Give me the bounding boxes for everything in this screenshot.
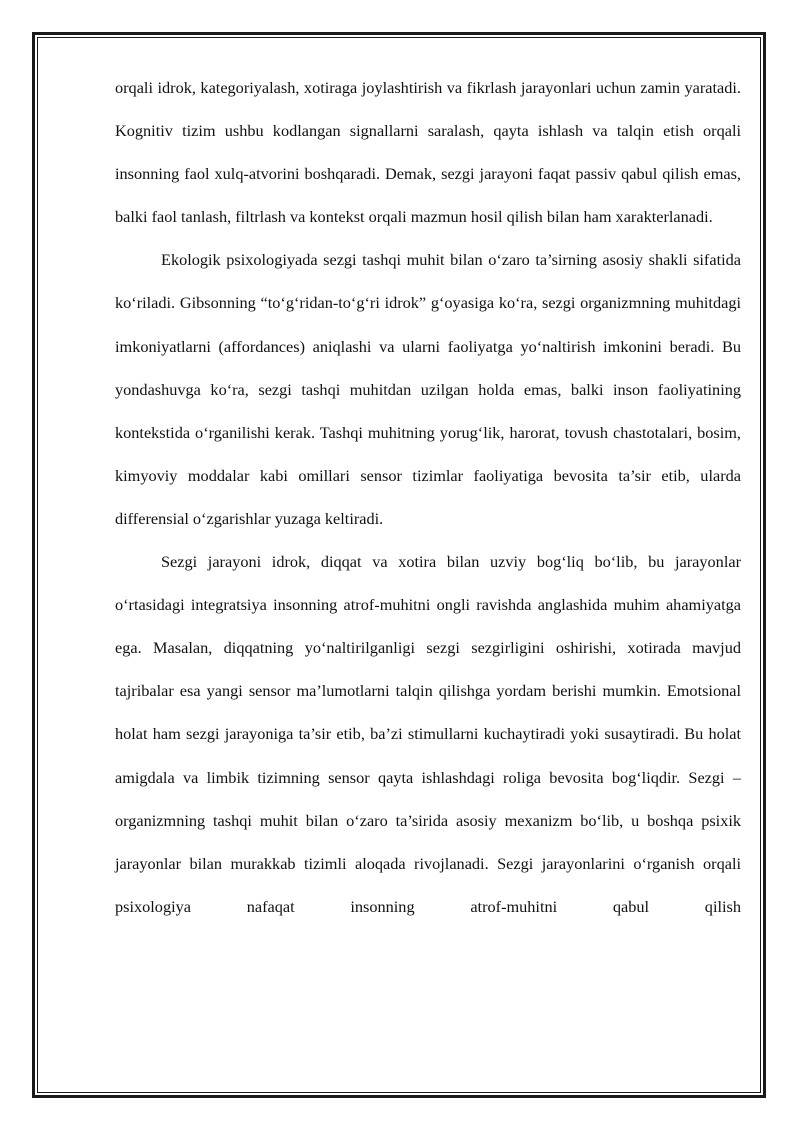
paragraph-sensation-integration: Sezgi jarayoni idrok, diqqat va xotira bilan uzviy bog‘liq bo‘lib, bu jarayonlar o‘rtasidagi integratsiya insonning atrof-muhitni ongli ravishda anglashida muhim ahamiyatga ega. Masalan, diqqatning yo‘naltirilganligi sezgi sezgirligini oshirishi, xotirada mavjud tajribalar esa yangi sensor ma’lumotlarni talqin qilishga yordam berishi mumkin. Emotsional holat ham sezgi jarayoniga ta’sir etib, ba’zi stimullarni kuchaytiradi yoki susaytiradi. Bu holat amigdala va limbik tizimning sensor qayta ishlashdagi roliga bevosita bog‘liqdir. Sezgi – organizmning tashqi muhit bilan o‘zaro ta’sirida asosiy mexanizm bo‘lib, u boshqa psixik jarayonlar bilan murakkab tizimli aloqada rivojlanadi. Sezgi jarayonlarini o‘rganish orqali psixologiya nafaqat insonning atrof-muhitni qabul qilish xyxy=(115,552,741,916)
paragraph-ecological-psychology: Ekologik psixologiyada sezgi tashqi muhit bilan o‘zaro ta’sirning asosiy shakli sifatida ko‘riladi. Gibsonning “to‘g‘ridan-to‘g‘ri idrok” g‘oyasiga ko‘ra, sezgi organizmning muhitdagi imkoniyatlarni (affordances) aniqlashi va ularni faoliyatga yo‘naltirish imkonini beradi. Bu yondashuvga ko‘ra, sezgi tashqi muhitdan uzilgan holda emas, balki inson faoliyatining kontekstida o‘rganilishi kerak. Tashqi muhitning yorug‘lik, harorat, tovush chastotalari, bosim, kimyoviy moddalar kabi omillari sensor tizimlar faoliyatiga bevosita ta’sir etib, ularda differensial o‘zgarishlar yuzaga keltiradi. xyxy=(115,250,741,528)
document-body xyxy=(115,66,741,928)
paragraph-continuation: orqali idrok, kategoriyalash, xotiraga joylashtirish va fikrlash jarayonlari uchun zamin yaratadi. Kognitiv tizim ushbu kodlangan signallarni saralash, qayta ishlash va talqin etish orqali insonning faol xulq-atvorini boshqaradi. Demak, sezgi jarayoni faqat passiv qabul qilish emas, balki faol tanlash, filtrlash va kontekst orqali mazmun hosil qilish bilan ham xarakterlanadi. xyxy=(115,78,741,227)
